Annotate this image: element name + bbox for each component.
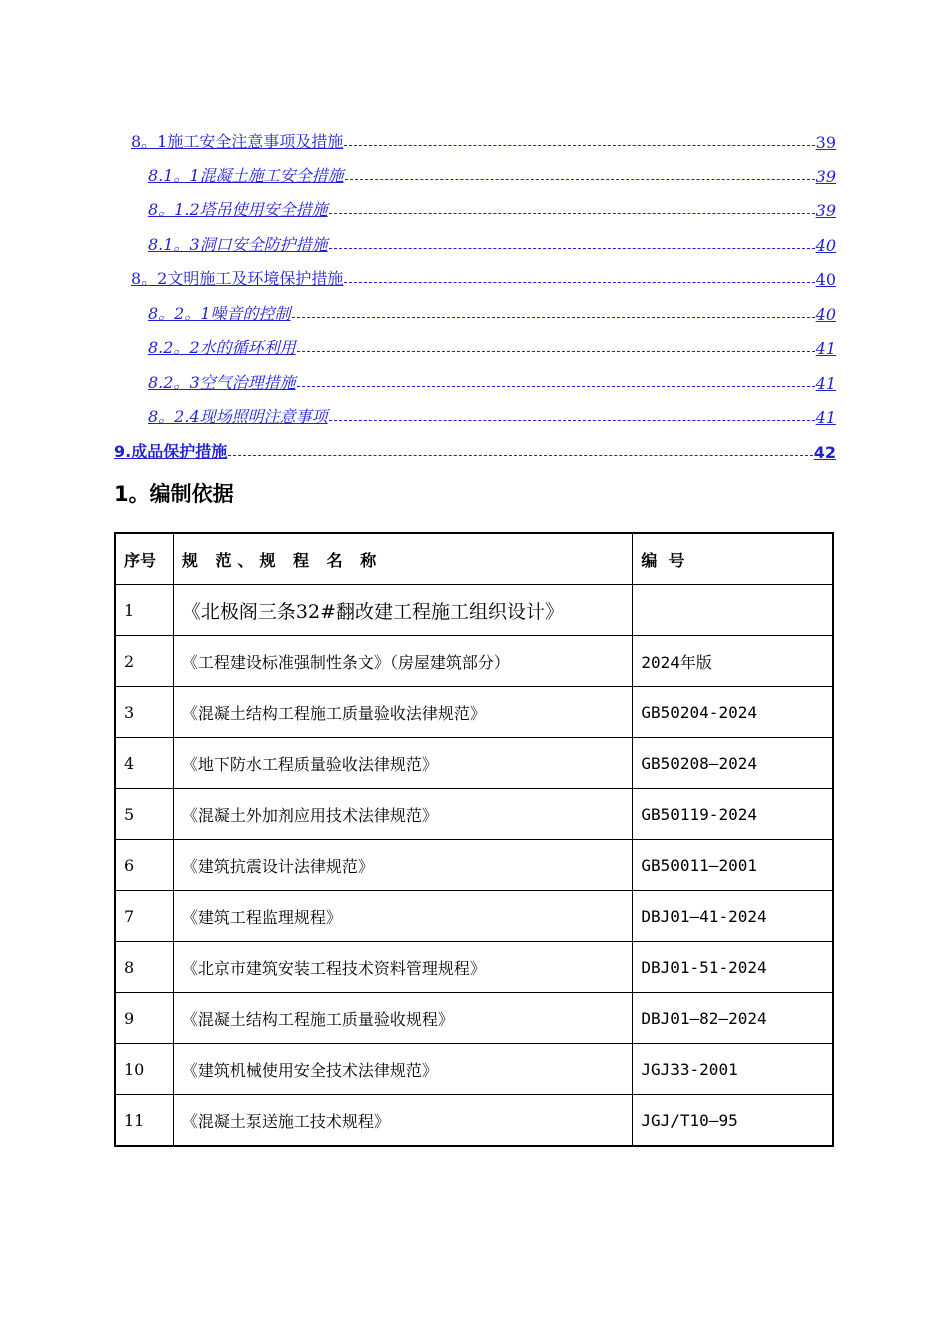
cell-name: 《混凝土泵送施工技术规程》 [173,1095,632,1147]
section-heading: 1。编制依据 [114,482,234,506]
cell-code: GB50208—2024 [633,738,833,789]
cell-name: 《建筑工程监理规程》 [173,891,632,942]
toc-entry-title[interactable]: 8。1.2塔吊使用安全措施 [148,200,328,219]
toc-leader [297,385,815,387]
table-row [115,738,833,789]
toc-entry[interactable] [148,296,836,324]
toc-leader [344,144,814,146]
cell-code: 2024年版 [633,636,833,687]
cell-no: 11 [115,1095,173,1147]
toc-entry-page[interactable]: 39 [815,167,836,186]
cell-code: GB50011—2001 [633,840,833,891]
header-name: 规 范、规 程 名 称 [173,533,632,585]
cell-name: 《混凝土外加剂应用技术法律规范》 [173,789,632,840]
cell-code: GB50204-2024 [633,687,833,738]
cell-no: 8 [115,942,173,993]
toc-entry[interactable] [148,158,836,186]
standards-table [114,532,834,1147]
header-no: 序号 [115,533,173,585]
cell-code: GB50119-2024 [633,789,833,840]
table-row [115,687,833,738]
table-row [115,942,833,993]
table-row [115,1095,833,1147]
toc-entry[interactable] [148,227,836,255]
cell-name: 《混凝土结构工程施工质量验收法律规范》 [173,687,632,738]
toc-leader [344,281,814,283]
cell-name: 《建筑机械使用安全技术法律规范》 [173,1044,632,1095]
cell-code: DBJ01-51-2024 [633,942,833,993]
toc-entry-page[interactable]: 41 [815,408,836,427]
toc-entry[interactable] [114,434,836,462]
toc-leader [345,178,815,180]
toc-entry-title[interactable]: 8。1施工安全注意事项及措施 [131,132,344,151]
cell-no: 6 [115,840,173,891]
toc-leader [228,454,813,456]
cell-name: 《工程建设标准强制性条文》（房屋建筑部分） [173,636,632,687]
toc-leader [329,247,815,249]
cell-no: 10 [115,1044,173,1095]
cell-no: 5 [115,789,173,840]
cell-no: 3 [115,687,173,738]
cell-code: JGJ33-2001 [633,1044,833,1095]
cell-no: 4 [115,738,173,789]
toc-entry-page[interactable]: 39 [815,201,836,220]
toc-entry-title[interactable]: 8.2。2水的循环利用 [148,338,296,357]
toc-entry-page[interactable]: 42 [813,443,836,462]
toc-entry-title[interactable]: 8.1。1混凝土施工安全措施 [148,166,344,185]
toc-entry-page[interactable]: 40 [815,236,836,255]
cell-code: DBJ01—41-2024 [633,891,833,942]
cell-name: 《北极阁三条32#翻改建工程施工组织设计》 [173,585,632,636]
toc-entry-title[interactable]: 8.1。3洞口安全防护措施 [148,235,328,254]
toc-leader [297,350,815,352]
toc-entry-page[interactable]: 41 [815,339,836,358]
toc-entry-title[interactable]: 8。2.4现场照明注意事项 [148,407,328,426]
toc-leader [292,316,815,318]
toc-entry-page[interactable]: 39 [815,133,836,152]
table-row [115,1044,833,1095]
table-row [115,585,833,636]
cell-code [633,585,833,636]
toc-leader [329,419,815,421]
toc-entry[interactable] [131,261,836,289]
cell-name: 《建筑抗震设计法律规范》 [173,840,632,891]
toc-entry-page[interactable]: 41 [815,374,836,393]
cell-no: 9 [115,993,173,1044]
header-code: 编 号 [633,533,833,585]
toc-entry-title[interactable]: 8。2文明施工及环境保护措施 [131,269,344,288]
cell-no: 2 [115,636,173,687]
table-row [115,840,833,891]
toc-entry[interactable] [131,124,836,152]
table-row [115,789,833,840]
table-header-row [115,533,833,585]
cell-name: 《地下防水工程质量验收法律规范》 [173,738,632,789]
cell-code: JGJ/T10—95 [633,1095,833,1147]
toc-entry[interactable] [148,192,836,220]
cell-no: 7 [115,891,173,942]
toc-entry-title[interactable]: 8。2。1噪音的控制 [148,304,291,323]
cell-no: 1 [115,585,173,636]
toc-entry-page[interactable]: 40 [815,270,836,289]
toc-entry-title[interactable]: 9.成品保护措施 [114,442,228,461]
toc-leader [329,212,815,214]
toc-entry-page[interactable]: 40 [815,305,836,324]
table-row [115,993,833,1044]
table-row [115,636,833,687]
toc-entry-title[interactable]: 8.2。3空气治理措施 [148,373,296,392]
cell-name: 《北京市建筑安装工程技术资料管理规程》 [173,942,632,993]
table-row [115,891,833,942]
cell-code: DBJ01—82—2024 [633,993,833,1044]
toc-entry[interactable] [148,330,836,358]
toc-entry[interactable] [148,365,836,393]
toc-entry[interactable] [148,399,836,427]
cell-name: 《混凝土结构工程施工质量验收规程》 [173,993,632,1044]
